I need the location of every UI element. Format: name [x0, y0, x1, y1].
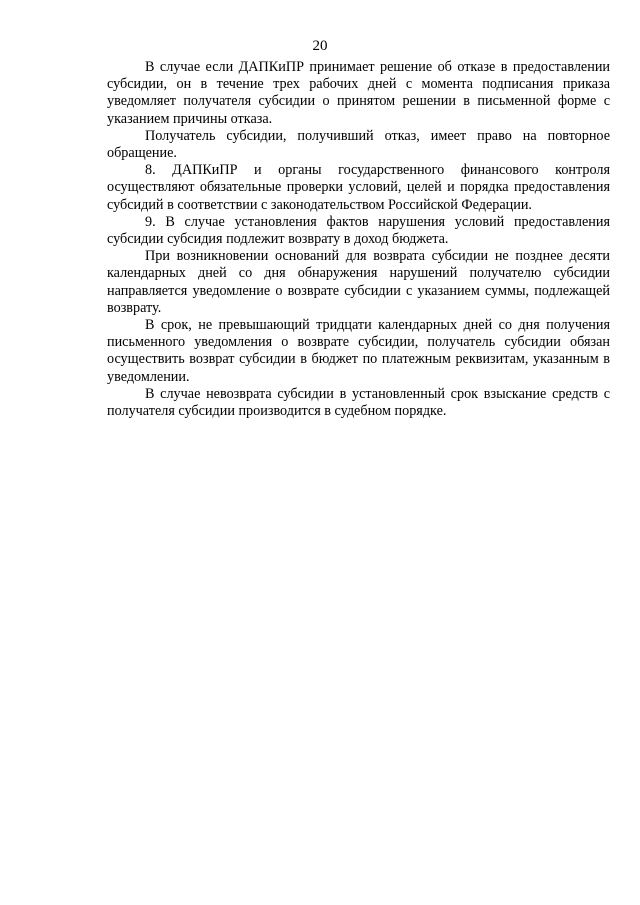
page-number: 20 — [312, 38, 328, 54]
paragraph-return-notification: При возникновении оснований для возврата субсидии не позднее десяти календарных дней со дня обнаружения нарушений получателю субсидии направляется уведомление о возврате субсидии с указанием суммы, подлежащей возврату. — [107, 248, 610, 316]
paragraph-refusal-notice: В случае если ДАПКиПР принимает решение об отказе в предоставлении субсидии, он в течение трех рабочих дней с момента подписания приказа уведомляет получателя субсидии о принятом решении в письменной форме с указанием причины отказа. — [107, 59, 610, 127]
paragraph-item-8-inspections: 8. ДАПКиПР и органы государственного финансового контроля осуществляют обязательные проверки условий, целей и порядка предоставления субсидий в соответствии с законодательством Российской Федерации. — [107, 162, 610, 213]
paragraph-repeat-application: Получатель субсидии, получивший отказ, имеет право на повторное обращение. — [107, 127, 610, 162]
paragraph-item-9-return: 9. В случае установления фактов нарушения условий предоставления субсидии субсидия подлежит возврату в доход бюджета. — [107, 213, 610, 248]
paragraph-court-recovery: В случае невозврата субсидии в установленный срок взыскание средств с получателя субсидии производится в судебном порядке. — [107, 385, 610, 420]
paragraph-return-deadline: В срок, не превышающий тридцати календарных дней со дня получения письменного уведомления о возврате субсидии, получатель субсидии обязан осуществить возврат субсидии в бюджет по платежным реквизитам, указанным в уведомлении. — [107, 317, 610, 385]
document-body — [107, 59, 610, 420]
